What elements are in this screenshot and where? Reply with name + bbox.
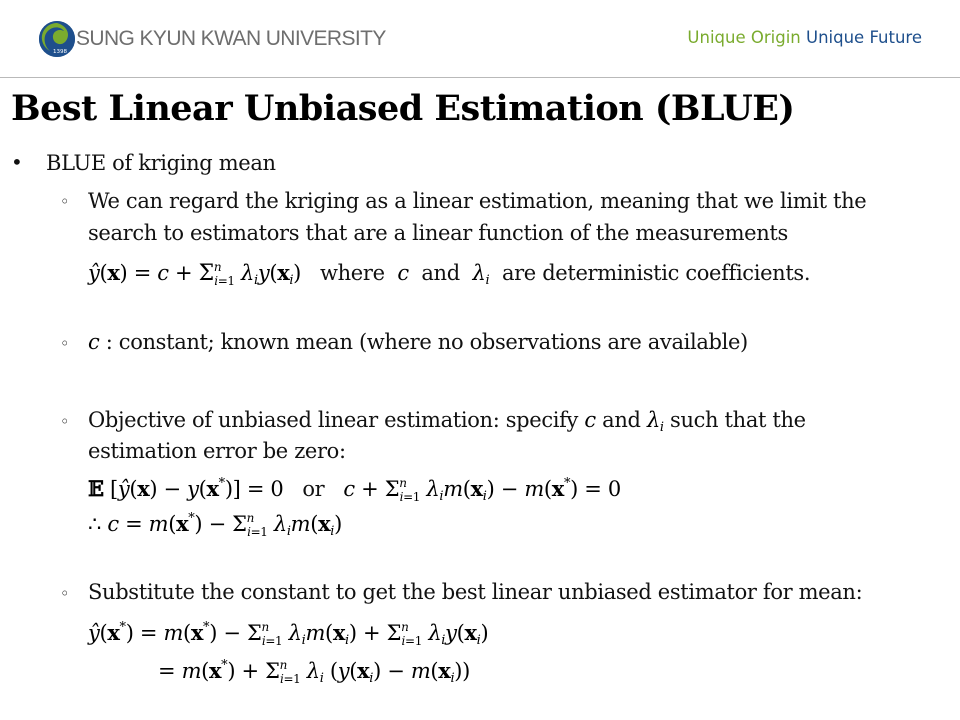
university-name: SUNG KYUN KWAN UNIVERSITY [76,27,386,50]
expectation-equation: 𝔼 [ŷ(x) − y(x*)] = 0 [88,476,284,501]
sub1-line2: search to estimators that are a linear function of the measurements [88,221,788,245]
sub3-or: or [302,477,325,501]
sub1-where: where [320,261,385,285]
unbiased-condition-equation: $c + \Sigma^n_{i=1}$ $\lambda_im(x_i) - m(x^*) = 0$ [343,476,621,504]
constant-solution-equation: ∴ $c = m(x^*) - \Sigma^n_{i=1}$ $\lambda_im(x_i)$ [88,511,342,539]
symbol-c: c [584,408,596,432]
bullet-blue-kriging-mean: BLUE of kriging mean [46,151,276,175]
university-logo-icon [38,20,76,58]
sub1-and: and [421,261,460,285]
header-divider [0,77,960,78]
symbol-lambda-i: $\lambda_i$ [472,261,490,288]
sub1-tail: are deterministic coefficients. [501,261,811,285]
sub2-text: : constant; known mean (where no observations are available) [105,330,748,354]
svg-text:1398: 1398 [53,49,67,55]
sub3-line1-b: such that the [670,408,806,432]
sub4-line3 [158,650,470,695]
sub4-line1: Substitute the constant to get the best linear unbiased estimator for mean: [88,580,863,604]
slide-title: Best Linear Unbiased Estimation (BLUE) [11,88,795,129]
sub-bullet-circle: ◦ [60,192,70,211]
blue-estimator-equation-2: = $m(x^*) + \Sigma^n_{i=1}$ $\lambda_i$ $(y(x_i) - m(x_i))$ [158,658,470,686]
slogan [687,28,922,47]
symbol-c: c [397,261,409,285]
symbol-lambda-i: $\lambda_i$ [646,408,664,435]
slogan-future: Unique Future [806,28,922,47]
sub1-line3 [88,252,810,297]
slogan-origin: Unique Origin [687,28,801,47]
slide-header [0,0,960,78]
estimator-equation: ŷ(x) = $c + \Sigma^n_{i=1}$ $\lambda_iy(x_i)$ [88,260,302,288]
blue-estimator-equation-1: ŷ(x*) = $m(x^*) - \Sigma^n_{i=1}$ $\lambda_im(x_i) + \Sigma^n_{i=1}$ $\lambda_iy(x_i)$ [88,620,489,648]
symbol-c: c [88,330,100,354]
sub3-line1-a: Objective of unbiased linear estimation: specify [88,408,579,432]
sub-bullet-circle: ◦ [60,584,70,603]
sub-bullet-circle: ◦ [60,412,70,431]
sub3-line2: estimation error be zero: [88,439,346,463]
sub3-and: and [602,408,641,432]
sub1-line1: We can regard the kriging as a linear estimation, meaning that we limit the [88,189,867,213]
sub3-line4 [88,503,342,548]
sub2-line [88,327,748,358]
sub-bullet-circle: ◦ [60,334,70,353]
bullet-dot: • [11,150,23,174]
